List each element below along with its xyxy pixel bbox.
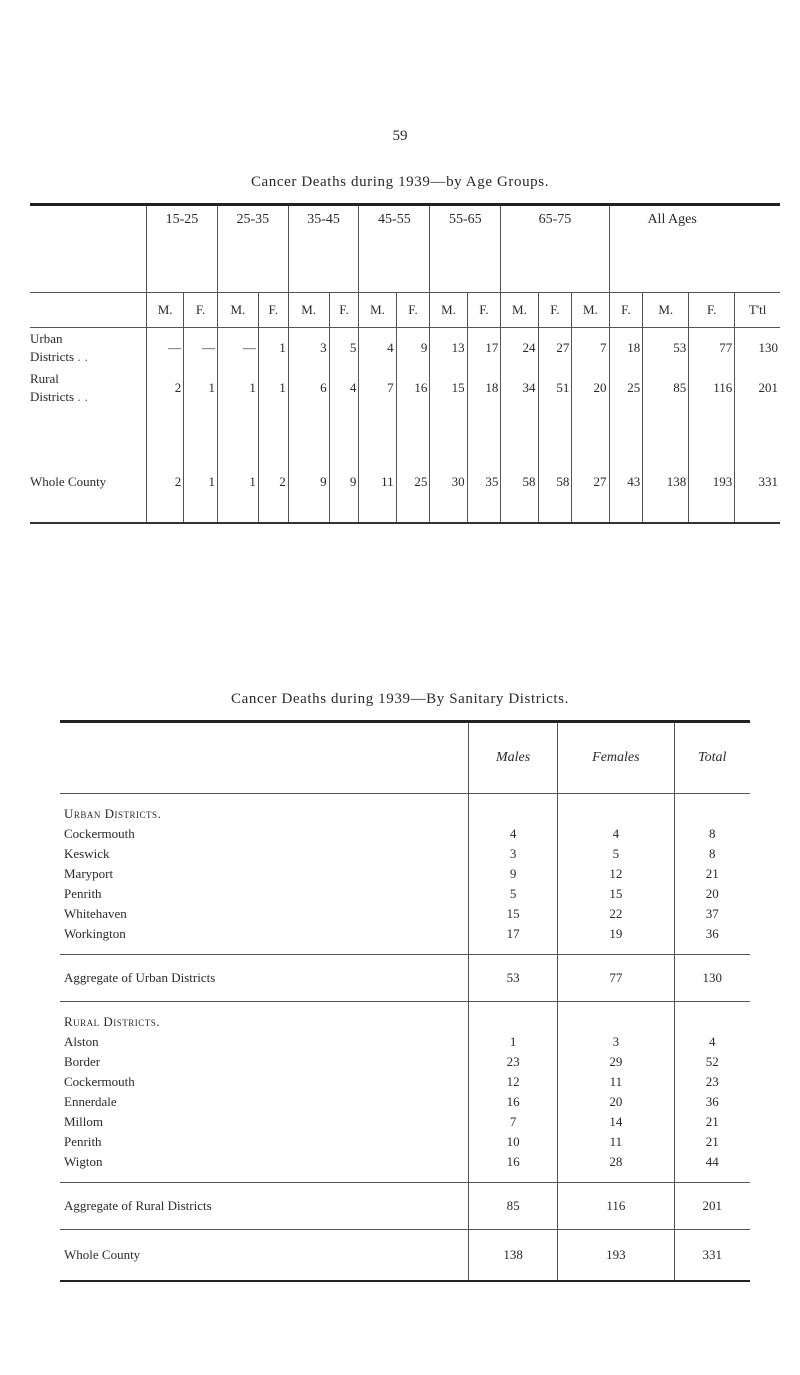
- district-label: Penrith: [64, 1134, 102, 1149]
- total-cell: 20: [674, 884, 750, 904]
- sex-header: F.: [689, 293, 735, 328]
- aggregate-row: [60, 955, 750, 1002]
- sex-header: M.: [217, 293, 258, 328]
- sex-header: F.: [467, 293, 501, 328]
- district-label: Cockermouth: [64, 826, 135, 841]
- females-cell: 11: [558, 1072, 674, 1092]
- value-cell: 130: [735, 328, 780, 369]
- district-row: [60, 824, 750, 844]
- sex-header: F.: [609, 293, 643, 328]
- district-row: [60, 844, 750, 864]
- total-cell: 21: [674, 1112, 750, 1132]
- value-cell: —: [184, 328, 218, 369]
- district-label: Maryport: [64, 866, 114, 881]
- spacer-cell: [538, 408, 572, 442]
- age-group-header: 35-45: [288, 205, 359, 293]
- total-header: Total: [674, 722, 750, 794]
- district-label: Wigton: [64, 1154, 103, 1169]
- value-cell: 53: [643, 328, 689, 369]
- spacer-cell: [501, 408, 538, 442]
- value-cell: 7: [572, 328, 609, 369]
- value-cell: 4: [359, 328, 396, 369]
- total-cell: 8: [674, 824, 750, 844]
- sex-header: M.: [501, 293, 538, 328]
- district-name: [60, 844, 469, 864]
- males-cell: 3: [469, 844, 558, 864]
- value-cell: 85: [643, 368, 689, 408]
- males-cell: 10: [469, 1132, 558, 1152]
- value-cell: 20: [572, 368, 609, 408]
- district-label: Ennerdale: [64, 1094, 117, 1109]
- males-cell: 12: [469, 1072, 558, 1092]
- district-table-title: Cancer Deaths during 1939—By Sanitary Districts.: [231, 691, 569, 707]
- females-header: Females: [558, 722, 674, 794]
- age-group-header: All Ages: [609, 205, 735, 293]
- value-cell: —: [147, 328, 184, 369]
- empty-cell: [558, 1002, 674, 1033]
- district-label: Border: [64, 1054, 101, 1069]
- table-row: [30, 328, 780, 369]
- value-cell: 27: [572, 442, 609, 523]
- district-label: Whitehaven: [64, 906, 127, 921]
- value-cell: 1: [258, 328, 288, 369]
- value-cell: 30: [430, 442, 467, 523]
- value-cell: 27: [538, 328, 572, 369]
- value-cell: 1: [184, 368, 218, 408]
- aggregate-row: [60, 1183, 750, 1230]
- value-cell: 9: [396, 328, 430, 369]
- district-row: [60, 1112, 750, 1132]
- males-cell: 17: [469, 924, 558, 944]
- aggregate-label: Aggregate of Urban Districts: [60, 955, 469, 1002]
- spacer-cell: [609, 408, 643, 442]
- value-cell: —: [217, 328, 258, 369]
- row-label-line: Districts: [30, 389, 75, 404]
- corner-cell: [30, 205, 147, 293]
- sex-header: M.: [643, 293, 689, 328]
- value-cell: 1: [217, 368, 258, 408]
- district-row: [60, 884, 750, 904]
- females-cell: 12: [558, 864, 674, 884]
- value-cell: 2: [258, 442, 288, 523]
- spacer-cell: [643, 408, 689, 442]
- spacer-cell: [184, 408, 218, 442]
- total-cell: 21: [674, 1132, 750, 1152]
- district-name: [60, 1132, 469, 1152]
- value-cell: 9: [329, 442, 359, 523]
- spacer-cell: [467, 408, 501, 442]
- total-cell: 36: [674, 1092, 750, 1112]
- spacer-cell: [735, 408, 780, 442]
- females-cell: 3: [558, 1032, 674, 1052]
- total-cell: 8: [674, 844, 750, 864]
- empty-cell: [469, 794, 558, 825]
- males-cell: 5: [469, 884, 558, 904]
- total-cell: 23: [674, 1072, 750, 1092]
- row-label: Urban Districts ..: [30, 331, 92, 364]
- sex-header: T'tl: [735, 293, 780, 328]
- page-number: 59: [392, 128, 408, 144]
- spacer-cell: [258, 408, 288, 442]
- spacer-cell: [359, 408, 396, 442]
- sex-header: M.: [147, 293, 184, 328]
- value-cell: 1: [184, 442, 218, 523]
- value-cell: 25: [396, 442, 430, 523]
- district-label: Workington: [64, 926, 126, 941]
- age-table-title: Cancer Deaths during 1939—by Age Groups.: [250, 174, 550, 190]
- females-cell: 77: [558, 955, 674, 1002]
- spacer-cell: [572, 408, 609, 442]
- section-heading: Urban Districts.: [64, 806, 162, 821]
- value-cell: 3: [288, 328, 329, 369]
- section-heading-row: [60, 1002, 750, 1033]
- value-cell: 58: [538, 442, 572, 523]
- value-cell: 58: [501, 442, 538, 523]
- total-cell: 52: [674, 1052, 750, 1072]
- sex-header: F.: [184, 293, 218, 328]
- row-label: Whole County: [30, 442, 147, 523]
- age-group-header: 65-75: [501, 205, 609, 293]
- value-cell: 18: [609, 328, 643, 369]
- value-cell: 6: [288, 368, 329, 408]
- whole-county-row: [60, 1230, 750, 1282]
- district-row: [60, 904, 750, 924]
- sex-header: M.: [572, 293, 609, 328]
- value-cell: 35: [467, 442, 501, 523]
- males-header: Males: [469, 722, 558, 794]
- total-cell: 4: [674, 1032, 750, 1052]
- district-row: [60, 1092, 750, 1112]
- district-label: Millom: [64, 1114, 104, 1129]
- sex-header: F.: [538, 293, 572, 328]
- value-cell: 24: [501, 328, 538, 369]
- row-label-line: Districts: [30, 349, 75, 364]
- males-cell: 16: [469, 1152, 558, 1172]
- sex-header: M.: [288, 293, 329, 328]
- district-label: Penrith: [64, 886, 102, 901]
- value-cell: 1: [258, 368, 288, 408]
- spacer-cell: [329, 408, 359, 442]
- district-row: [60, 1052, 750, 1072]
- value-cell: 25: [609, 368, 643, 408]
- sanitary-districts-table: [60, 720, 750, 1282]
- corner-cell: [60, 722, 469, 794]
- gap-row: [60, 1172, 750, 1183]
- row-label-line: Rural: [30, 371, 59, 386]
- value-cell: 4: [329, 368, 359, 408]
- total-cell: 331: [674, 1230, 750, 1282]
- value-cell: 1: [217, 442, 258, 523]
- sex-header: F.: [258, 293, 288, 328]
- females-cell: 116: [558, 1183, 674, 1230]
- value-cell: 5: [329, 328, 359, 369]
- empty-cell: [674, 1002, 750, 1033]
- value-cell: 43: [609, 442, 643, 523]
- value-cell: 116: [689, 368, 735, 408]
- district-row: [60, 1132, 750, 1152]
- value-cell: 77: [689, 328, 735, 369]
- value-cell: 201: [735, 368, 780, 408]
- whole-county-label: Whole County: [64, 1247, 141, 1262]
- sex-header: F.: [396, 293, 430, 328]
- gap-row: [60, 944, 750, 955]
- district-name: [60, 1032, 469, 1052]
- age-group-header-row: [30, 205, 780, 293]
- age-group-header: 25-35: [217, 205, 288, 293]
- males-cell: 9: [469, 864, 558, 884]
- females-cell: 20: [558, 1092, 674, 1112]
- males-cell: 138: [469, 1230, 558, 1282]
- sex-header-row: [30, 293, 780, 328]
- district-label: Cockermouth: [64, 1074, 135, 1089]
- age-group-header: 45-55: [359, 205, 430, 293]
- district-row: [60, 1032, 750, 1052]
- total-cell: 44: [674, 1152, 750, 1172]
- aggregate-label: Aggregate of Rural Districts: [60, 1183, 469, 1230]
- spacer-cell: [689, 408, 735, 442]
- value-cell: 7: [359, 368, 396, 408]
- total-cell: 37: [674, 904, 750, 924]
- spacer-cell: [147, 408, 184, 442]
- district-name: [60, 904, 469, 924]
- females-cell: 22: [558, 904, 674, 924]
- section-heading: Rural Districts.: [64, 1014, 161, 1029]
- females-cell: 15: [558, 884, 674, 904]
- females-cell: 29: [558, 1052, 674, 1072]
- district-name: [60, 1112, 469, 1132]
- district-header-row: [60, 722, 750, 794]
- row-label-line: Urban: [30, 331, 63, 346]
- females-cell: 193: [558, 1230, 674, 1282]
- empty-cell: [558, 794, 674, 825]
- females-cell: 14: [558, 1112, 674, 1132]
- district-label: Keswick: [64, 846, 110, 861]
- females-cell: 19: [558, 924, 674, 944]
- females-cell: 5: [558, 844, 674, 864]
- value-cell: 34: [501, 368, 538, 408]
- males-cell: 4: [469, 824, 558, 844]
- total-cell: 201: [674, 1183, 750, 1230]
- spacer-cell: [396, 408, 430, 442]
- value-cell: 193: [689, 442, 735, 523]
- district-name: [60, 1092, 469, 1112]
- value-cell: 15: [430, 368, 467, 408]
- spacer-cell: [30, 408, 147, 442]
- males-cell: 85: [469, 1183, 558, 1230]
- value-cell: 13: [430, 328, 467, 369]
- section-heading-row: [60, 794, 750, 825]
- sex-header: M.: [359, 293, 396, 328]
- row-label: Rural Districts ..: [30, 371, 92, 404]
- district-name: [60, 1152, 469, 1172]
- rural-rows: [60, 1032, 750, 1172]
- spacer-cell: [217, 408, 258, 442]
- value-cell: 17: [467, 328, 501, 369]
- total-cell: 36: [674, 924, 750, 944]
- age-group-header: 55-65: [430, 205, 501, 293]
- females-cell: 11: [558, 1132, 674, 1152]
- district-row: [60, 924, 750, 944]
- district-name: [60, 924, 469, 944]
- value-cell: 2: [147, 442, 184, 523]
- value-cell: 331: [735, 442, 780, 523]
- value-cell: 138: [643, 442, 689, 523]
- value-cell: 9: [288, 442, 329, 523]
- value-cell: 11: [359, 442, 396, 523]
- males-cell: 23: [469, 1052, 558, 1072]
- age-groups-table: [30, 203, 780, 524]
- sex-header: F.: [329, 293, 359, 328]
- empty-cell: [674, 794, 750, 825]
- district-name: [60, 864, 469, 884]
- spacer-cell: [430, 408, 467, 442]
- district-name: [60, 884, 469, 904]
- table-row: [30, 368, 780, 408]
- spacer-row: [30, 408, 780, 442]
- value-cell: 51: [538, 368, 572, 408]
- females-cell: 4: [558, 824, 674, 844]
- males-cell: 1: [469, 1032, 558, 1052]
- total-cell: 21: [674, 864, 750, 884]
- table-row: [30, 442, 780, 523]
- females-cell: 28: [558, 1152, 674, 1172]
- district-name: [60, 824, 469, 844]
- empty-cell: [469, 1002, 558, 1033]
- males-cell: 16: [469, 1092, 558, 1112]
- district-name: [60, 1072, 469, 1092]
- urban-rows: [60, 824, 750, 944]
- males-cell: 7: [469, 1112, 558, 1132]
- value-cell: 16: [396, 368, 430, 408]
- males-cell: 53: [469, 955, 558, 1002]
- males-cell: 15: [469, 904, 558, 924]
- district-label: Alston: [64, 1034, 99, 1049]
- age-group-header: 15-25: [147, 205, 218, 293]
- district-row: [60, 1072, 750, 1092]
- total-cell: 130: [674, 955, 750, 1002]
- value-cell: 18: [467, 368, 501, 408]
- sex-header: M.: [430, 293, 467, 328]
- district-name: [60, 1052, 469, 1072]
- value-cell: 2: [147, 368, 184, 408]
- corner-cell: [30, 293, 147, 328]
- district-row: [60, 864, 750, 884]
- spacer-cell: [288, 408, 329, 442]
- district-row: [60, 1152, 750, 1172]
